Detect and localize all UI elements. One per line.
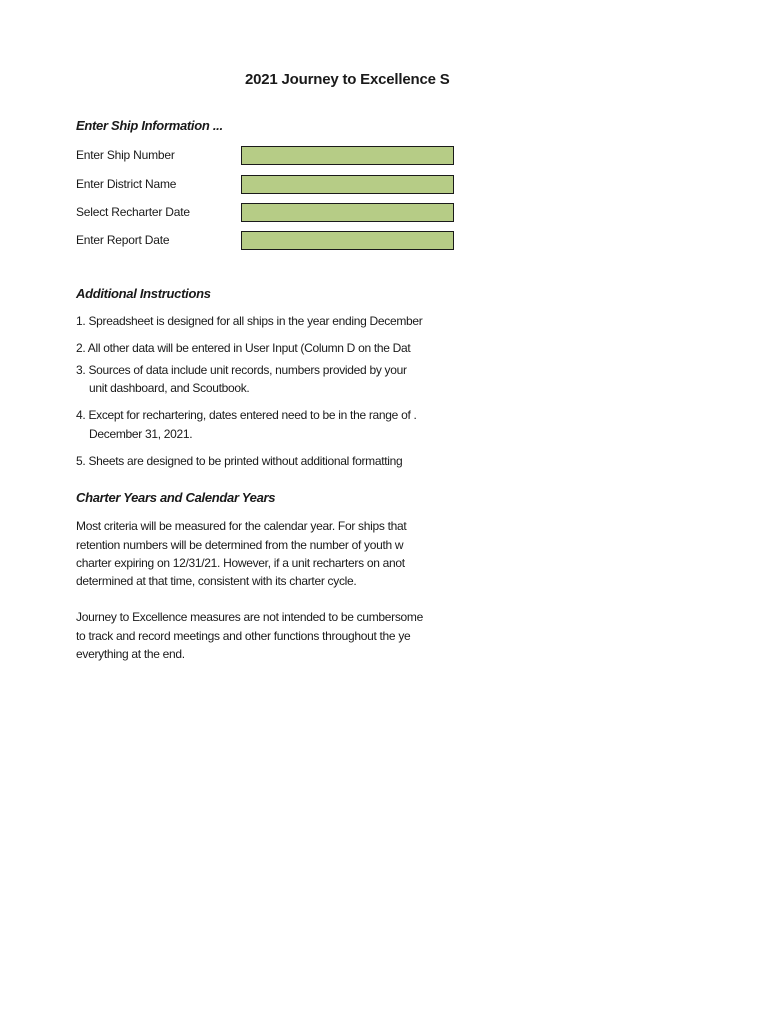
additional-instructions-heading: Additional Instructions (76, 286, 211, 301)
instruction-4: 4. Except for rechartering, dates entered need to be in the range of . (76, 408, 417, 422)
report-date-label: Enter Report Date (76, 233, 170, 247)
instruction-1: 1. Spreadsheet is designed for all ships in the year ending December (76, 314, 423, 328)
charter-paragraph-line-3: charter expiring on 12/31/21. However, if a unit recharters on anot (76, 556, 405, 570)
instruction-3: 3. Sources of data include unit records, numbers provided by your (76, 363, 407, 377)
jte-paragraph-line-3: everything at the end. (76, 647, 185, 661)
page-title: 2021 Journey to Excellence S (245, 71, 450, 88)
instruction-5: 5. Sheets are designed to be printed without additional formatting (76, 454, 403, 468)
charter-years-heading: Charter Years and Calendar Years (76, 490, 276, 505)
instruction-3-continued: unit dashboard, and Scoutbook. (89, 381, 250, 395)
ship-number-label: Enter Ship Number (76, 148, 175, 162)
recharter-date-select[interactable] (241, 203, 454, 222)
jte-paragraph-line-1: Journey to Excellence measures are not intended to be cumbersome (76, 610, 424, 624)
charter-paragraph-line-1: Most criteria will be measured for the calendar year. For ships that (76, 519, 407, 533)
district-name-input[interactable] (241, 175, 454, 194)
recharter-date-label: Select Recharter Date (76, 205, 190, 219)
ship-info-heading: Enter Ship Information ... (76, 118, 223, 133)
report-date-input[interactable] (241, 231, 454, 250)
charter-paragraph-line-4: determined at that time, consistent with its charter cycle. (76, 574, 357, 588)
instruction-2: 2. All other data will be entered in User Input (Column D on the Dat (76, 341, 411, 355)
jte-paragraph-line-2: to track and record meetings and other functions throughout the ye (76, 629, 411, 643)
instruction-4-continued: December 31, 2021. (89, 427, 193, 441)
ship-number-input[interactable] (241, 146, 454, 165)
district-name-label: Enter District Name (76, 177, 177, 191)
charter-paragraph-line-2: retention numbers will be determined from the number of youth w (76, 538, 404, 552)
